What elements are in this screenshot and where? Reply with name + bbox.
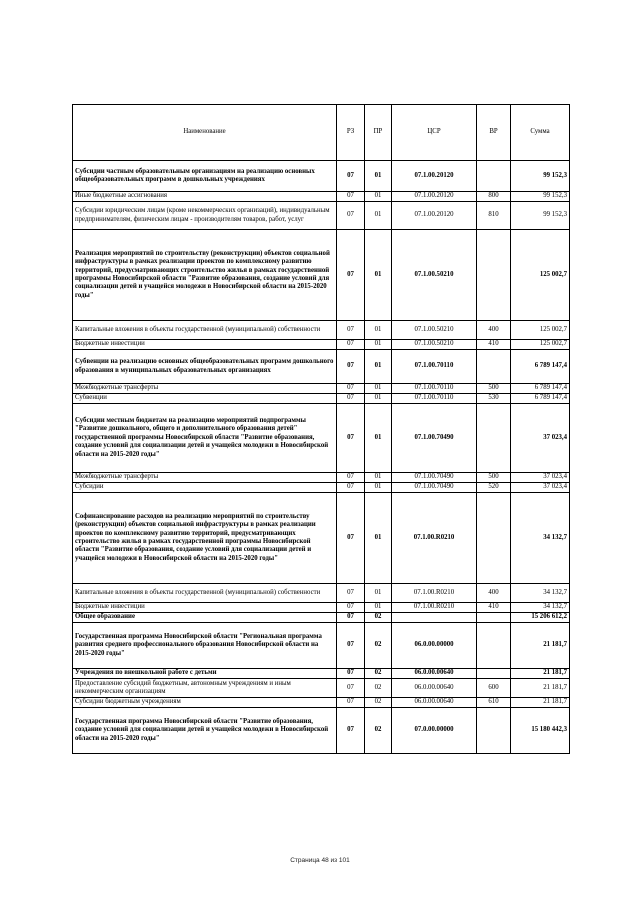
cell-sum: 21 181,7: [511, 679, 570, 698]
cell-sum: 15 180 442,3: [511, 708, 570, 754]
cell-csr: 07.1.00.70110: [392, 394, 477, 404]
cell-csr: 07.1.00.70490: [392, 483, 477, 493]
cell-csr: 07.1.00.50210: [392, 340, 477, 350]
cell-rz: 07: [337, 394, 365, 404]
cell-rz: 07: [337, 679, 365, 698]
table-row: [73, 230, 570, 321]
cell-name: Реализация мероприятий по строительству (реконструкции) объектов социальной инфраструктуры в рамках реализации проектов по комплексному развитию территорий, предусматривающих строительство жилья в рамках государственной программы Новосибирской области "Развитие образования, создание условий для социализации детей и учащейся молодежи в Новосибирской области на 2015-2020 годы": [73, 230, 337, 321]
cell-pr: 01: [365, 321, 392, 340]
cell-rz: 07: [337, 613, 365, 623]
header-sum: Сумма: [511, 105, 570, 161]
cell-name: Межбюджетные трансферты: [73, 384, 337, 394]
cell-sum: 34 132,7: [511, 493, 570, 584]
cell-name: Субсидии: [73, 483, 337, 493]
cell-name: Капитальные вложения в объекты государственной (муниципальной) собственности: [73, 321, 337, 340]
cell-vr: 520: [477, 483, 511, 493]
cell-csr: 07.1.00.R0210: [392, 584, 477, 603]
cell-name: Субсидии бюджетным учреждениям: [73, 698, 337, 708]
cell-pr: 02: [365, 623, 392, 669]
cell-csr: 07.0.00.00000: [392, 708, 477, 754]
cell-sum: 6 789 147,4: [511, 350, 570, 384]
cell-name: Иные бюджетные ассигнования: [73, 192, 337, 202]
cell-rz: 07: [337, 202, 365, 230]
cell-vr: 800: [477, 192, 511, 202]
header-name: Наименование: [73, 105, 337, 161]
cell-csr: 07.1.00.20120: [392, 202, 477, 230]
cell-sum: 99 152,3: [511, 192, 570, 202]
cell-rz: 07: [337, 708, 365, 754]
cell-vr: [477, 493, 511, 584]
cell-name: Государственная программа Новосибирской области "Развитие образования, создание условий для социализации детей и учащейся молодежи в Новосибирской области на 2015-2020 годы": [73, 708, 337, 754]
table-row: [73, 202, 570, 230]
cell-vr: 600: [477, 679, 511, 698]
table-header-row: [73, 105, 570, 161]
cell-csr: 06.0.00.00640: [392, 669, 477, 679]
cell-sum: 125 002,7: [511, 340, 570, 350]
cell-sum: 37 023,4: [511, 483, 570, 493]
table-row: [73, 603, 570, 613]
cell-pr: 01: [365, 192, 392, 202]
cell-rz: 07: [337, 669, 365, 679]
cell-vr: [477, 230, 511, 321]
table-row: [73, 623, 570, 669]
cell-rz: 07: [337, 161, 365, 192]
cell-vr: 400: [477, 584, 511, 603]
cell-vr: [477, 350, 511, 384]
cell-name: Капитальные вложения в объекты государственной (муниципальной) собственности: [73, 584, 337, 603]
cell-pr: 02: [365, 613, 392, 623]
cell-vr: 610: [477, 698, 511, 708]
cell-name: Учреждения по внешкольной работе с детьми: [73, 669, 337, 679]
page-footer: Страница 48 из 101: [290, 857, 350, 864]
table-row: [73, 161, 570, 192]
cell-name: Бюджетные инвестиции: [73, 340, 337, 350]
header-vr: ВР: [477, 105, 511, 161]
table-row: [73, 708, 570, 754]
cell-rz: 07: [337, 350, 365, 384]
cell-csr: 06.0.00.00000: [392, 623, 477, 669]
cell-pr: 01: [365, 230, 392, 321]
cell-pr: 01: [365, 483, 392, 493]
table-row: [73, 613, 570, 623]
cell-pr: 01: [365, 350, 392, 384]
table-body: [73, 161, 570, 754]
cell-name: Субсидии частным образовательным организациям на реализацию основных общеобразовательных программ в дошкольных учреждениях: [73, 161, 337, 192]
cell-sum: 6 789 147,4: [511, 384, 570, 394]
cell-sum: 99 152,3: [511, 161, 570, 192]
cell-sum: 15 206 612,2: [511, 613, 570, 623]
cell-rz: 07: [337, 623, 365, 669]
table-row: [73, 394, 570, 404]
cell-rz: 07: [337, 473, 365, 483]
cell-vr: [477, 161, 511, 192]
cell-rz: 07: [337, 340, 365, 350]
cell-sum: 34 132,7: [511, 603, 570, 613]
cell-rz: 07: [337, 321, 365, 340]
cell-csr: 07.1.00.50210: [392, 230, 477, 321]
cell-name: Бюджетные инвестиции: [73, 603, 337, 613]
cell-sum: 99 152,3: [511, 202, 570, 230]
cell-rz: 07: [337, 493, 365, 584]
cell-csr: 07.1.00.70490: [392, 404, 477, 473]
cell-pr: 02: [365, 698, 392, 708]
cell-sum: 37 023,4: [511, 404, 570, 473]
header-csr: ЦСР: [392, 105, 477, 161]
cell-vr: [477, 623, 511, 669]
cell-rz: 07: [337, 584, 365, 603]
header-pr: ПР: [365, 105, 392, 161]
cell-csr: 07.1.00.20120: [392, 192, 477, 202]
cell-vr: [477, 669, 511, 679]
cell-csr: 07.1.00.70110: [392, 384, 477, 394]
table-row: [73, 584, 570, 603]
cell-csr: 07.1.00.70110: [392, 350, 477, 384]
cell-pr: 02: [365, 708, 392, 754]
cell-pr: 01: [365, 340, 392, 350]
cell-name: Субсидии местным бюджетам на реализацию мероприятий подпрограммы "Развитие дошкольного, общего и дополнительного образования детей" государственной программы Новосибирской области "Развитие образования, создание условий для социализации детей и учащейся молодежи в Новосибирской области на 2015-2020 годы": [73, 404, 337, 473]
cell-sum: 125 002,7: [511, 230, 570, 321]
cell-pr: 01: [365, 394, 392, 404]
cell-csr: [392, 613, 477, 623]
cell-rz: 07: [337, 230, 365, 321]
cell-sum: 125 002,7: [511, 321, 570, 340]
cell-pr: 01: [365, 161, 392, 192]
cell-rz: 07: [337, 603, 365, 613]
table-row: [73, 679, 570, 698]
cell-vr: 500: [477, 473, 511, 483]
cell-vr: [477, 708, 511, 754]
cell-sum: 37 023,4: [511, 473, 570, 483]
cell-vr: 530: [477, 394, 511, 404]
cell-vr: [477, 613, 511, 623]
cell-sum: 21 181,7: [511, 669, 570, 679]
cell-csr: 06.0.00.00640: [392, 698, 477, 708]
table-row: [73, 493, 570, 584]
cell-rz: 07: [337, 192, 365, 202]
cell-pr: 01: [365, 404, 392, 473]
cell-rz: 07: [337, 404, 365, 473]
cell-pr: 01: [365, 584, 392, 603]
cell-name: Субвенции: [73, 394, 337, 404]
cell-csr: 07.1.00.R0210: [392, 603, 477, 613]
cell-name: Государственная программа Новосибирской области "Региональная программа развития среднего профессионального образования Новосибирской области на 2015-2020 годы": [73, 623, 337, 669]
cell-vr: 410: [477, 340, 511, 350]
table-row: [73, 192, 570, 202]
cell-csr: 07.1.00.20120: [392, 161, 477, 192]
table-row: [73, 483, 570, 493]
table-row: [73, 321, 570, 340]
cell-pr: 02: [365, 679, 392, 698]
cell-pr: 01: [365, 493, 392, 584]
table-row: [73, 404, 570, 473]
cell-vr: 810: [477, 202, 511, 230]
cell-rz: 07: [337, 384, 365, 394]
table-row: [73, 350, 570, 384]
cell-name: Межбюджетные трансферты: [73, 473, 337, 483]
table-row: [73, 698, 570, 708]
cell-sum: 6 789 147,4: [511, 394, 570, 404]
cell-vr: 500: [477, 384, 511, 394]
cell-sum: 21 181,7: [511, 698, 570, 708]
table-row: [73, 669, 570, 679]
cell-sum: 34 132,7: [511, 584, 570, 603]
cell-rz: 07: [337, 483, 365, 493]
cell-pr: 02: [365, 669, 392, 679]
cell-sum: 21 181,7: [511, 623, 570, 669]
cell-name: Субвенции на реализацию основных общеобразовательных программ дошкольного образования в муниципальных образовательных организациях: [73, 350, 337, 384]
cell-csr: 07.1.00.R0210: [392, 493, 477, 584]
cell-pr: 01: [365, 384, 392, 394]
table-row: [73, 340, 570, 350]
cell-pr: 01: [365, 473, 392, 483]
cell-csr: 07.1.00.70490: [392, 473, 477, 483]
cell-pr: 01: [365, 202, 392, 230]
table-row: [73, 473, 570, 483]
cell-vr: [477, 404, 511, 473]
cell-csr: 07.1.00.50210: [392, 321, 477, 340]
cell-csr: 06.0.00.00640: [392, 679, 477, 698]
cell-name: Предоставление субсидий бюджетным, автономным учреждениям и иным некоммерческим организациям: [73, 679, 337, 698]
cell-pr: 01: [365, 603, 392, 613]
cell-rz: 07: [337, 698, 365, 708]
budget-table: [72, 104, 570, 754]
cell-vr: 400: [477, 321, 511, 340]
header-rz: РЗ: [337, 105, 365, 161]
cell-name: Общее образование: [73, 613, 337, 623]
cell-vr: 410: [477, 603, 511, 613]
cell-name: Софинансирование расходов на реализацию мероприятий по строительству (реконструкции) объектов социальной инфраструктуры в рамках реализации проектов по комплексному развитию территорий, предусматривающих строительство жилья в рамках государственной программы Новосибирской области "Развитие образования, создание условий для социализации детей и учащейся молодежи в Новосибирской области на 2015-2020 годы": [73, 493, 337, 584]
cell-name: Субсидии юридическим лицам (кроме некоммерческих организаций), индивидуальным предпринимателям, физическим лицам - производителям товаров, работ, услуг: [73, 202, 337, 230]
table-row: [73, 384, 570, 394]
